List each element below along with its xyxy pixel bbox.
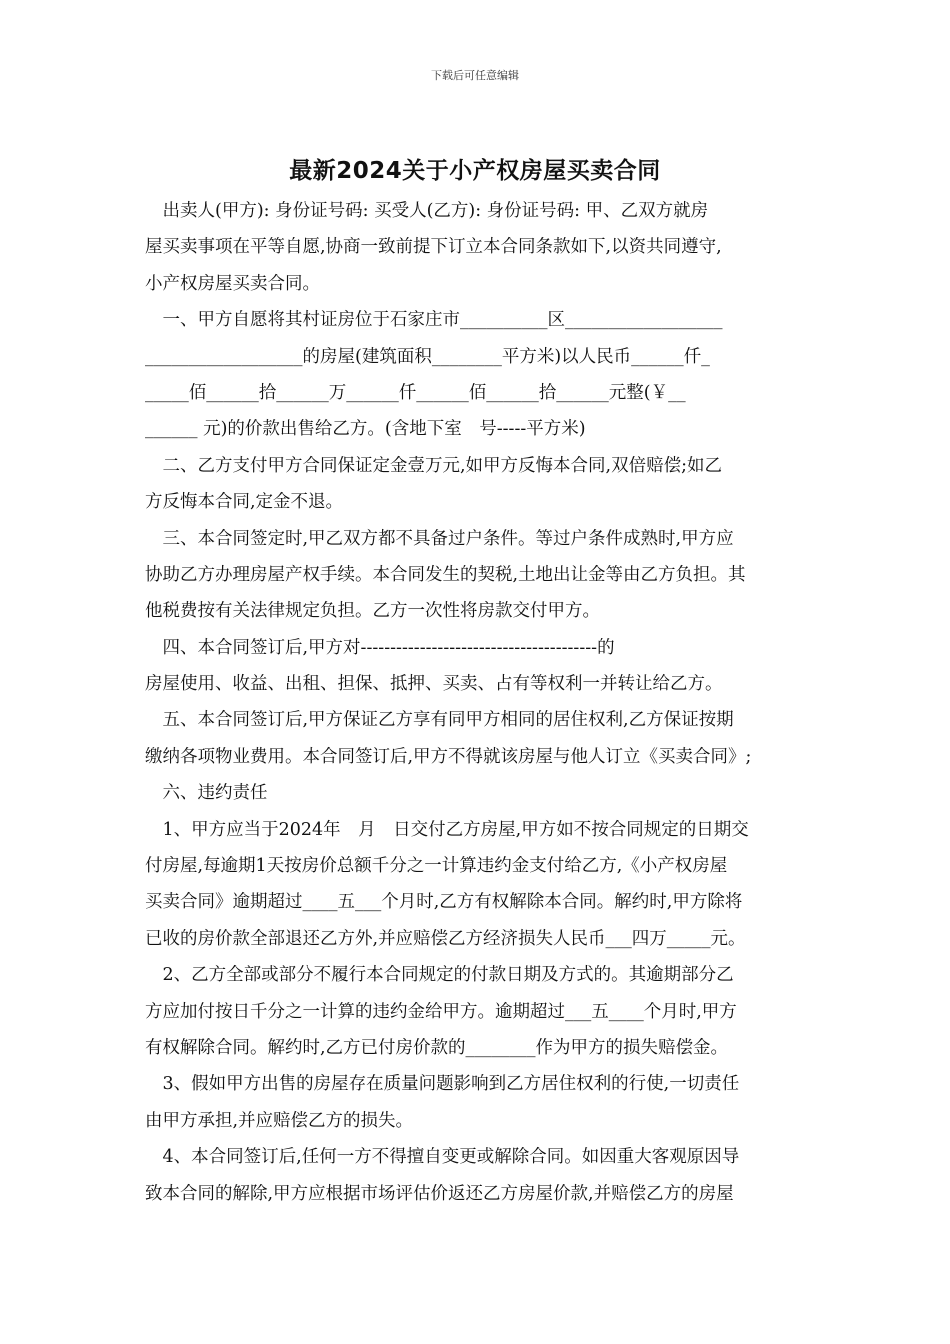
text-line: 2、乙方全部或部分不履行本合同规定的付款日期及方式的。其逾期部分乙 [145, 965, 734, 986]
text-line: 屋买卖事项在平等自愿,协商一致前提下订立本合同条款如下,以资共同遵守, [145, 237, 722, 258]
contract-body [145, 193, 805, 1212]
text-line: 五、本合同签订后,甲方保证乙方享有同甲方相同的居住权利,乙方保证按期 [145, 710, 734, 731]
text-line: 三、本合同签定时,甲乙双方都不具备过户条件。等过户条件成熟时,甲方应 [145, 528, 734, 549]
text-line: ______ 元)的价款出售给乙方。(含地下室 号-----平方米) [145, 419, 586, 440]
text-line: 付房屋,每逾期1天按房价总额千分之一计算违约金支付给乙方,《小产权房屋 [145, 856, 728, 877]
text-line: 有权解除合同。解约时,乙方已付房价款的________作为甲方的损失赔偿金。 [145, 1037, 729, 1058]
text-line: 小产权房屋买卖合同。 [145, 273, 320, 294]
text-line: __________________的房屋(建筑面积________平方米)以人民币______仟_ [145, 346, 710, 367]
text-line: _____佰______拾______万______仟______佰______拾______元整(￥__ [145, 382, 686, 403]
text-line: 1、甲方应当于2024年 月 日交付乙方房屋,甲方如不按合同规定的日期交 [145, 819, 749, 840]
text-line: 缴纳各项物业费用。本合同签订后,甲方不得就该房屋与他人订立《买卖合同》; [145, 746, 752, 767]
text-line: 二、乙方支付甲方合同保证定金壹万元,如甲方反悔本合同,双倍赔偿;如乙 [145, 455, 723, 476]
text-line: 他税费按有关法律规定负担。乙方一次性将房款交付甲方。 [145, 601, 600, 622]
page-header-note: 下载后可任意编辑 [431, 69, 519, 82]
text-line: 房屋使用、收益、出租、担保、抵押、买卖、占有等权利一并转让给乙方。 [145, 674, 723, 695]
text-line: 一、甲方自愿将其村证房位于石家庄市__________区__________________ [145, 310, 723, 331]
text-line: 致本合同的解除,甲方应根据市场评估价返还乙方房屋价款,并赔偿乙方的房屋 [145, 1183, 734, 1204]
document-title: 最新2024关于小产权房屋买卖合同 [289, 158, 661, 184]
text-line: 由甲方承担,并应赔偿乙方的损失。 [145, 1110, 414, 1131]
text-line: 出卖人(甲方): 身份证号码: 买受人(乙方): 身份证号码: 甲、乙双方就房 [145, 201, 709, 221]
text-line: 方应加付按日千分之一计算的违约金给甲方。逾期超过___五____个月时,甲方 [145, 1001, 737, 1022]
text-line: 已收的房价款全部退还乙方外,并应赔偿乙方经济损失人民币___四万_____元。 [145, 928, 746, 949]
text-line: 4、本合同签订后,任何一方不得擅自变更或解除合同。如因重大客观原因导 [145, 1147, 740, 1168]
text-line: 3、假如甲方出售的房屋存在质量问题影响到乙方居住权利的行使,一切责任 [145, 1074, 740, 1095]
text-line: 买卖合同》逾期超过____五___个月时,乙方有权解除本合同。解约时,甲方除将 [145, 892, 743, 913]
text-line: 六、违约责任 [145, 783, 268, 804]
text-line: 协助乙方办理房屋产权手续。本合同发生的契税,土地出让金等由乙方负担。其 [145, 564, 746, 585]
text-line: 方反悔本合同,定金不退。 [145, 492, 344, 513]
text-line: 四、本合同签订后,甲方对----------------------------------------的 [145, 637, 615, 658]
